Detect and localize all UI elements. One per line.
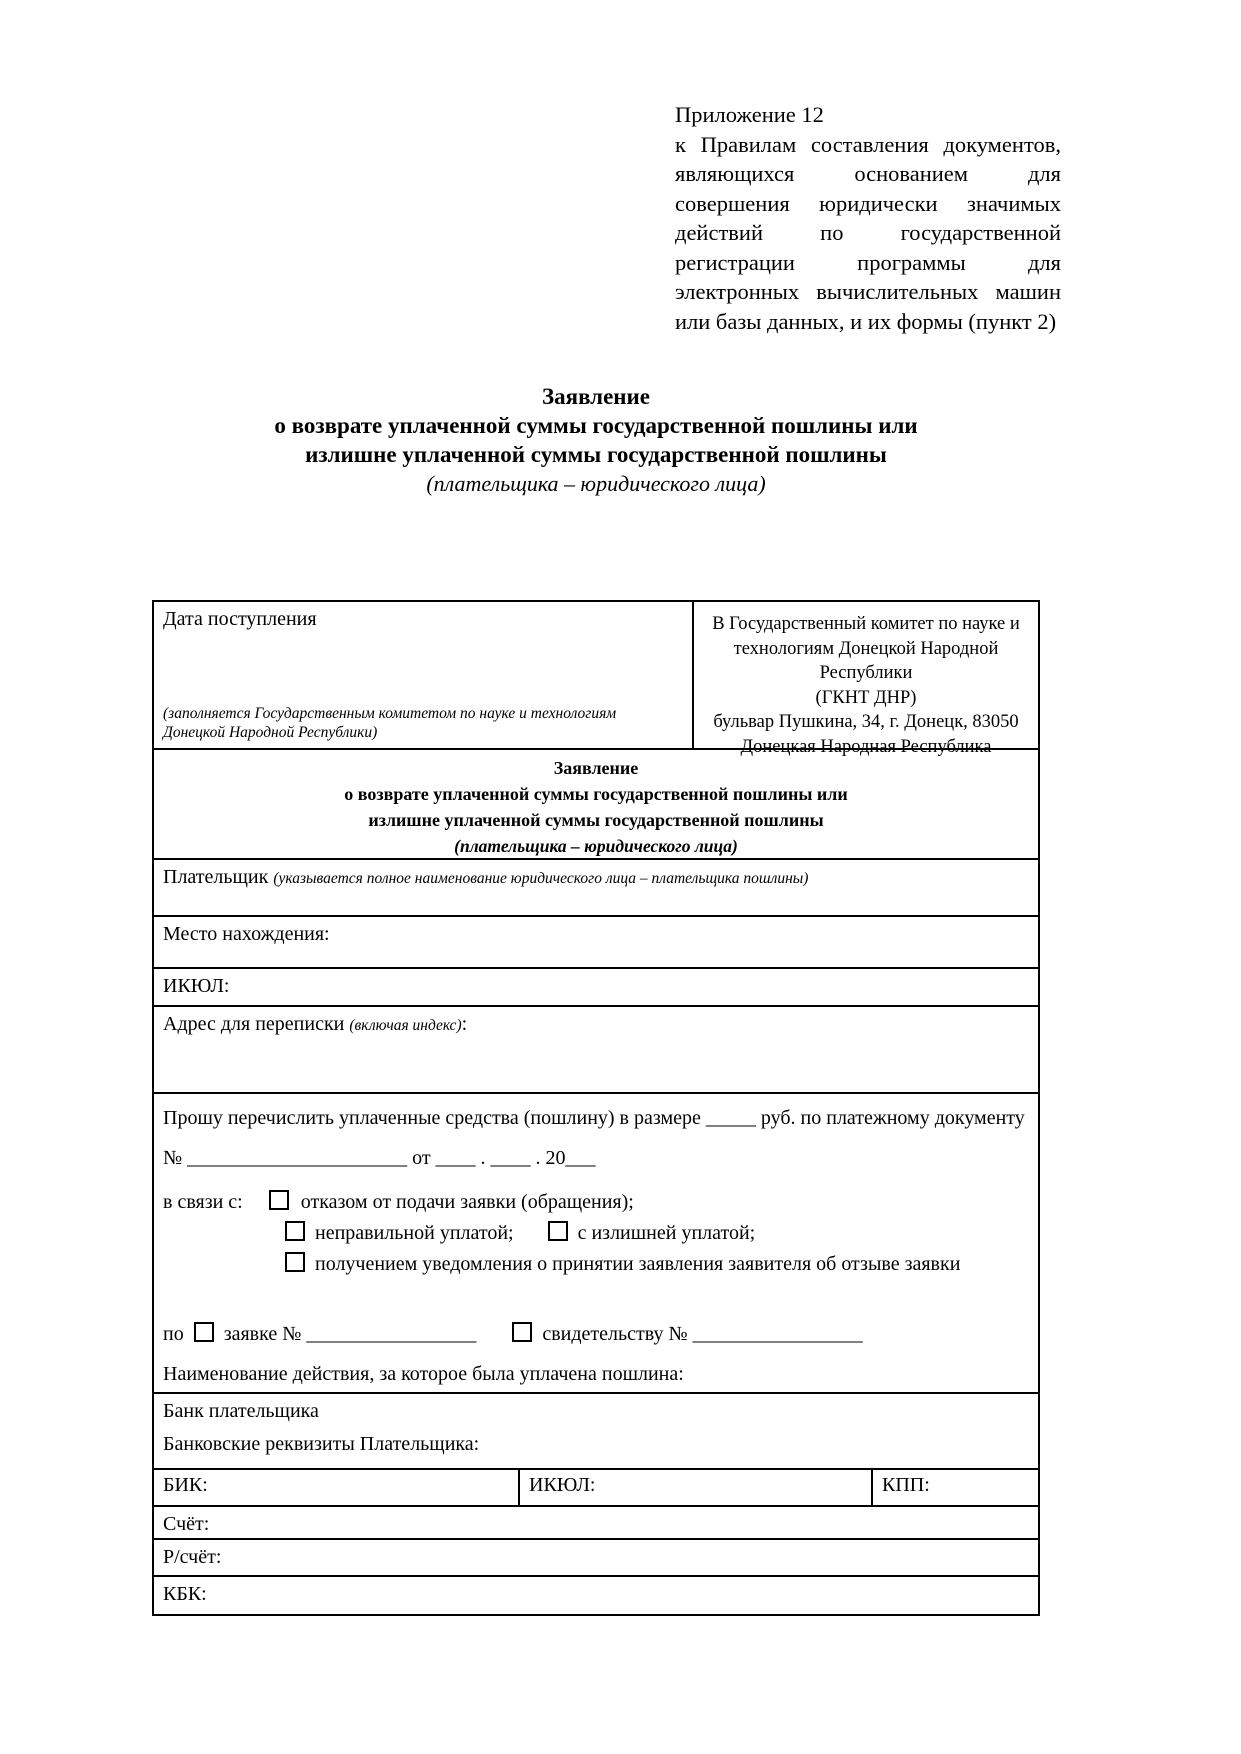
row-payer (154, 860, 1038, 917)
address-note: (включая индекс) (349, 1017, 462, 1034)
location-label: Место нахождения: (163, 923, 330, 945)
row-rschet (154, 1540, 1038, 1577)
row-payer-bank (154, 1394, 1038, 1470)
reason-line-1 (163, 1190, 1029, 1214)
payment-document-line: № ______________________ от ____ . ____ . 20___ (163, 1147, 596, 1169)
annex-note-line: действий по государственной (675, 220, 1061, 245)
recipient-line: технологиям Донецкой Народной Республики (733, 638, 999, 683)
row-kbk (154, 1577, 1038, 1614)
application-number-label: заявке № (223, 1323, 302, 1345)
payer-note: (указывается полное наименование юридического лица – плательщика пошлины) (273, 870, 809, 887)
address-label: Адрес для переписки (163, 1013, 345, 1035)
application-number-blank: _________________ (306, 1323, 477, 1345)
reason-refusal-label: отказом от подачи заявки (обращения); (300, 1191, 634, 1213)
inner-title-line: Заявление (553, 758, 639, 778)
row-bik-ikyul-kpp (154, 1470, 1038, 1507)
recipient-line: бульвар Пушкина, 34, г. Донецк, 83050 (713, 712, 1019, 732)
annex-note-line: электронных вычислительных машин (675, 279, 1061, 304)
checkbox-certificate[interactable] (512, 1322, 532, 1342)
reason-withdrawal-notice-label: получением уведомления о принятии заявления заявителя об отзыве заявки (315, 1253, 961, 1275)
title-subtitle: (плательщика – юридического лица) (426, 471, 766, 496)
ikyul-label: ИКЮЛ: (163, 975, 230, 997)
inner-title-subtitle: (плательщика – юридического лица) (454, 836, 738, 856)
row-refund-request (154, 1094, 1038, 1394)
checkbox-refusal-of-application[interactable] (269, 1190, 289, 1210)
payer-bank-label: Банк плательщика (163, 1400, 319, 1422)
recipient-address-cell (694, 602, 1038, 757)
payer-label: Плательщик (163, 866, 269, 888)
reason-excess-payment-label: с излишней уплатой; (577, 1222, 756, 1244)
rschet-label: Р/счёт: (163, 1546, 222, 1568)
row-date-recipient (154, 602, 1038, 757)
checkbox-application[interactable] (194, 1322, 214, 1342)
date-of-receipt-cell (154, 602, 694, 748)
annex-note-line: к Правилам составления документов, (675, 131, 1061, 157)
kbk-label: КБК: (163, 1583, 207, 1605)
action-name-label: Наименование действия, за которое была уплачена пошлина: (163, 1363, 684, 1385)
recipient-line: В Государственный комитет по науке и (712, 614, 1020, 634)
recipient-line: (ГКНТ ДНР) (815, 687, 917, 708)
date-of-receipt-label: Дата поступления (163, 608, 317, 630)
certificate-number-label: свидетельству № (542, 1323, 688, 1345)
application-form-table (152, 600, 1040, 1616)
annex-note-line: совершения юридически значимых (675, 190, 1061, 216)
checkbox-excess-payment[interactable] (548, 1221, 568, 1241)
checkbox-incorrect-payment[interactable] (285, 1221, 305, 1241)
application-or-certificate-line (163, 1322, 1029, 1346)
reason-line-3 (163, 1252, 1029, 1276)
inner-title-line: о возврате уплаченной суммы государственной пошлины или (344, 784, 848, 804)
document-title (152, 382, 1040, 499)
row-schet (154, 1507, 1038, 1540)
reason-incorrect-payment-label: неправильной уплатой; (315, 1222, 514, 1244)
bank-ikyul-cell (520, 1470, 873, 1505)
row-ikyul (154, 969, 1038, 1007)
row-location (154, 917, 1038, 969)
annex-note-line: или базы данных, и их формы (пункт 2) (675, 308, 1057, 334)
annex-note (675, 100, 1061, 336)
recipient-line: Донецкая Народная Республика (740, 736, 992, 757)
bank-requisites-label: Банковские реквизиты Плательщика: (163, 1433, 480, 1455)
bik-label: БИК: (163, 1474, 208, 1496)
title-line: излишне уплаченной суммы государственной пошлины (305, 442, 887, 467)
bank-ikyul-label: ИКЮЛ: (529, 1474, 596, 1496)
date-of-receipt-note: (заполняется Государственным комитетом по науке и технологиям Донецкой Народной Республики) (163, 705, 617, 741)
annex-note-line: регистрации программы для (675, 249, 1061, 275)
title-line: о возврате уплаченной суммы государственной пошлины или (274, 413, 918, 438)
annex-note-line: являющихся основанием для (675, 161, 1061, 186)
kpp-label: КПП: (882, 1474, 930, 1496)
kpp-cell (873, 1470, 1038, 1505)
address-colon: : (461, 1013, 468, 1035)
row-inner-title (154, 750, 1038, 860)
bik-cell (154, 1470, 520, 1505)
refund-amount-line: Прошу перечислить уплаченные средства (пошлину) в размере _____ руб. по платежному документу (163, 1107, 1025, 1129)
schet-label: Счёт: (163, 1513, 210, 1535)
certificate-number-blank: _________________ (692, 1323, 863, 1345)
annex-note-line: Приложение 12 (675, 102, 824, 127)
reason-line-2 (163, 1221, 1029, 1245)
row-correspondence-address (154, 1007, 1038, 1094)
reason-prefix-label: в связи с: (163, 1191, 243, 1213)
title-line: Заявление (541, 384, 651, 409)
po-label: по (163, 1323, 184, 1345)
checkbox-withdrawal-notice[interactable] (285, 1252, 305, 1272)
inner-title-line: излишне уплаченной суммы государственной пошлины (368, 810, 824, 830)
